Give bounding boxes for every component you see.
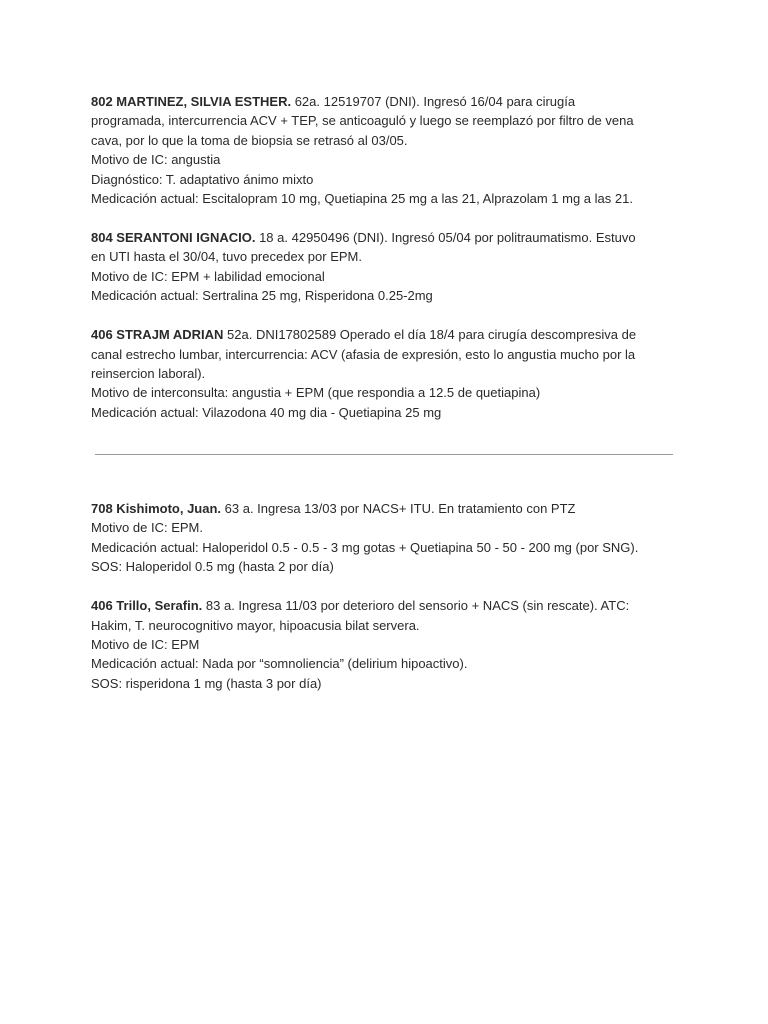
entry-text: 63 a. Ingresa 13/03 por NACS+ ITU. En tratamiento con PTZ (221, 501, 576, 516)
entry-line: cava, por lo que la toma de biopsia se retrasó al 03/05. (91, 132, 408, 148)
entry-line: en UTI hasta el 30/04, tuvo precedex por EPM. (91, 249, 362, 265)
entry-first-line (91, 596, 691, 615)
entry-line: reinsercion laboral). (91, 366, 206, 382)
entry-line: Motivo de IC: EPM + labilidad emocional (91, 268, 325, 284)
section-divider (95, 454, 673, 455)
entry-line: Medicación actual: Escitalopram 10 mg, Quetiapina 25 mg a las 21, Alprazolam 1 mg a las 21. (91, 191, 633, 207)
entry-text: 18 a. 42950496 (DNI). Ingresó 05/04 por politraumatismo. Estuvo (255, 230, 636, 246)
patient-list-section-1 (91, 92, 691, 442)
patient-heading: 804 SERANTONI IGNACIO. (91, 230, 256, 246)
entry-line: Motivo de IC: EPM (91, 637, 200, 653)
entry-text: 83 a. Ingresa 11/03 por deterioro del sensorio + NACS (sin rescate). ATC: (202, 598, 630, 614)
patient-entry (91, 596, 691, 693)
entry-line: Medicación actual: Sertralina 25 mg, Risperidona 0.25-2mg (91, 288, 433, 304)
entry-line: SOS: risperidona 1 mg (hasta 3 por día) (91, 675, 322, 691)
entry-line: programada, intercurrencia ACV + TEP, se anticoaguló y luego se reemplazó por filtro de vena (91, 113, 634, 129)
patient-heading: 406 STRAJM ADRIAN (91, 327, 224, 343)
patient-entry (91, 228, 691, 306)
entry-line: Motivo de interconsulta: angustia + EPM (que respondia a 12.5 de quetiapina) (91, 385, 541, 401)
entry-line: Medicación actual: Haloperidol 0.5 - 0.5 - 3 mg gotas + Quetiapina 50 - 50 - 200 mg (por SNG). (91, 539, 639, 555)
patient-list-section-2 (91, 499, 691, 713)
patient-entry (91, 325, 691, 422)
entry-line: SOS: Haloperidol 0.5 mg (hasta 2 por día) (91, 559, 334, 575)
entry-line: Motivo de IC: EPM. (91, 520, 203, 536)
entry-first-line (91, 92, 691, 111)
entry-text: 52a. DNI17802589 Operado el día 18/4 para cirugía descompresiva de (223, 327, 637, 343)
entry-first-line (91, 499, 691, 518)
entry-line: Motivo de IC: angustia (91, 152, 221, 168)
entry-line: Diagnóstico: T. adaptativo ánimo mixto (91, 171, 314, 187)
entry-line: Medicación actual: Vilazodona 40 mg dia - Quetiapina 25 mg (91, 404, 442, 420)
entry-first-line (91, 228, 691, 247)
entry-first-line (91, 325, 691, 344)
patient-heading: 802 MARTINEZ, SILVIA ESTHER. (91, 94, 292, 109)
entry-line: Medicación actual: Nada por “somnoliencia” (delirium hipoactivo). (91, 656, 468, 672)
patient-entry (91, 499, 691, 577)
entry-line: Hakim, T. neurocognitivo mayor, hipoacusia bilat servera. (91, 617, 420, 633)
patient-heading: 406 Trillo, Serafin. (91, 598, 203, 614)
patient-heading: 708 Kishimoto, Juan. (91, 501, 222, 516)
entry-line: canal estrecho lumbar, intercurrencia: ACV (afasia de expresión, esto lo angustia mucho por la (91, 346, 636, 362)
entry-text: 62a. 12519707 (DNI). Ingresó 16/04 para cirugía (291, 94, 576, 109)
patient-entry (91, 92, 691, 208)
